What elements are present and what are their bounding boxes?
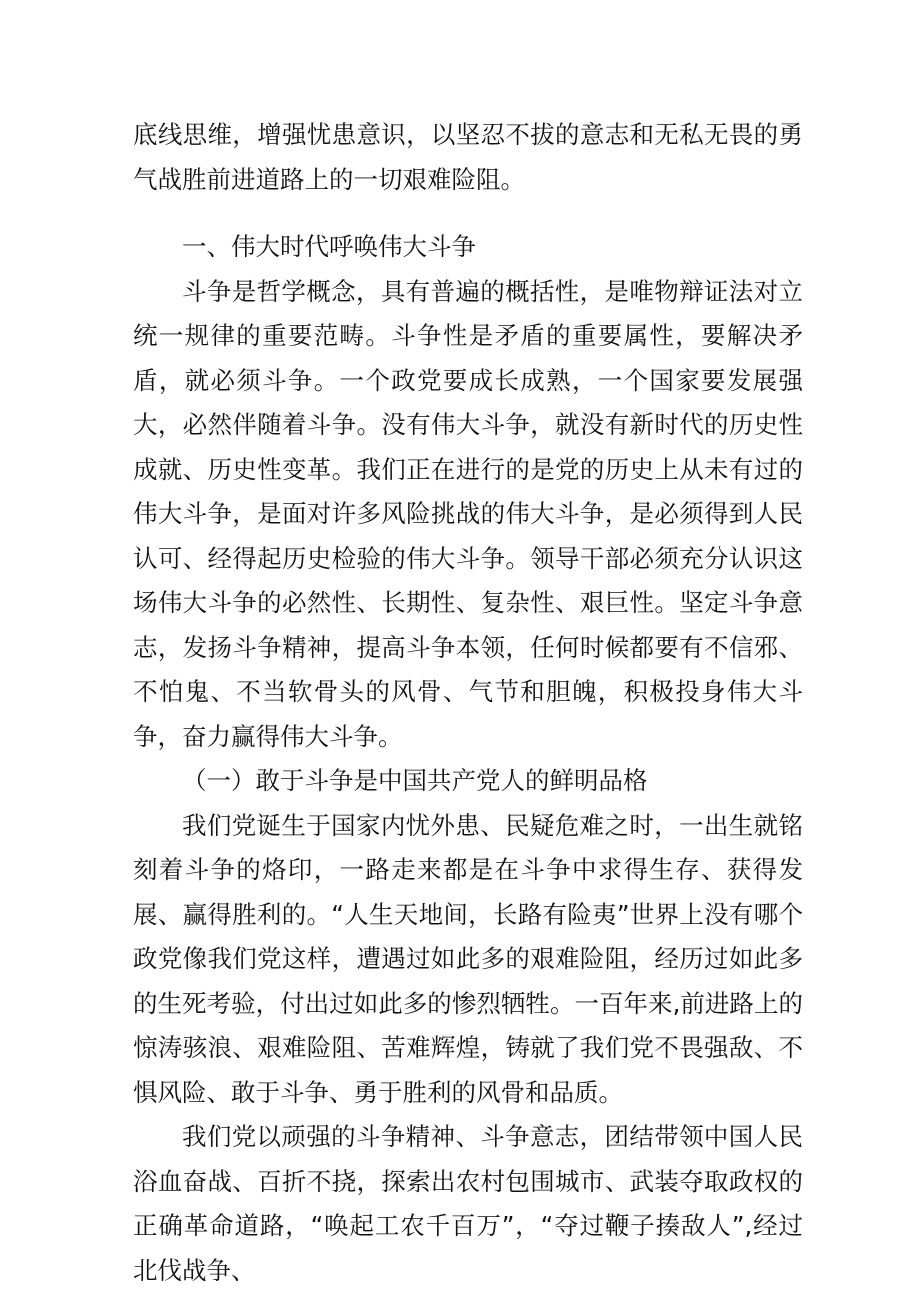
paragraph-party-history: 我们党诞生于国家内忧外患、民疑危难之时，一出生就铭刻着斗争的烙印，一路走来都是在斗争中求得生存、获得发展、赢得胜利的。“人生天地间，长路有险夷”世界上没有哪个政党像我们党这样，遭遇过如此多的艰难险阻，经历过如此多的生死考验，付出过如此多的惨烈牺牲。一百年来,前进路上的惊涛骇浪、艰难险阻、苦难辉煌，铸就了我们党不畏强敌、不惧风险、敢于斗争、勇于胜利的风骨和品质。 xyxy=(133,810,803,1107)
document-body xyxy=(133,113,803,1293)
paragraph-revolution-road: 我们党以顽强的斗争精神、斗争意志，团结带领中国人民浴血奋战、百折不挠，探索出农村包围城市、武装夺取政权的正确革命道路，“唤起工农千百万”，“夺过鞭子揍敌人”,经过北伐战争、 xyxy=(133,1122,803,1285)
paragraph-continuation: 底线思维，增强忧患意识，以坚忍不拔的意志和无私无畏的勇气战胜前进道路上的一切艰难险阻。 xyxy=(133,120,803,194)
section-heading: 一、伟大时代呼唤伟大斗争 xyxy=(182,232,476,261)
paragraph-struggle-concept: 斗争是哲学概念，具有普遍的概括性，是唯物辩证法对立统一规律的重要范畴。斗争性是矛盾的重要属性，要解决矛盾，就必须斗争。一个政党要成长成熟，一个国家要发展强大，必然伴随着斗争。没有伟大斗争，就没有新时代的历史性成就、历史性变革。我们正在进行的是党的历史上从未有过的伟大斗争，是面对许多风险挑战的伟大斗争，是必须得到人民认可、经得起历史检验的伟大斗争。领导干部必须充分认识这场伟大斗争的必然性、长期性、复杂性、艰巨性。坚定斗争意志，发扬斗争精神，提高斗争本领，任何时候都要有不信邪、不怕鬼、不当软骨头的风骨、气节和胆魄，积极投身伟大斗争，奋力赢得伟大斗争。 xyxy=(133,276,803,751)
subsection-heading: （一）敢于斗争是中国共产党人的鲜明品格 xyxy=(182,766,648,795)
